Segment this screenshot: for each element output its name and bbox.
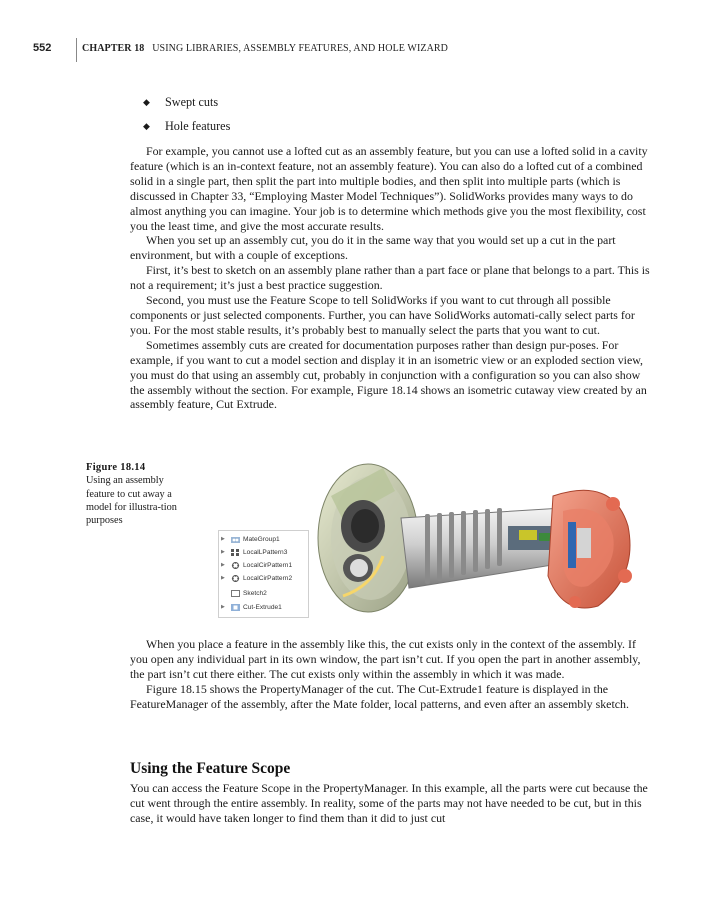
figure-label: Figure 18.14 (86, 462, 146, 473)
body-text-middle (130, 637, 652, 712)
expand-arrow-icon[interactable]: ▶ (221, 536, 225, 542)
diamond-bullet-icon: ◆ (143, 97, 150, 107)
cut-extrude-icon (231, 604, 240, 611)
header-divider (76, 38, 77, 62)
paragraph: You can access the Feature Scope in the PropertyManager. In this example, all the parts were cut because the cut went through the entire assembly. In reality, some of the parts may not have needed to be cut, but in this case, it would have taken longer to find them than it did to just cut (130, 781, 648, 825)
paragraph: When you place a feature in the assembly like this, the cut exists only in the context of the assembly. If you open any individual part in its own window, the part isn’t cut. If you open the part in another assembly, the part isn’t cut there either. The cut exists only within the assembly in which it was made. (130, 637, 641, 681)
body-text-top (130, 144, 652, 412)
linear-pattern-icon (231, 549, 240, 556)
body-text-bottom (130, 781, 652, 826)
circular-pattern-icon (231, 562, 240, 569)
cutaway-model-image (313, 456, 653, 634)
expand-arrow-icon[interactable]: ▶ (221, 549, 225, 555)
bullet-item: ◆ Swept cuts (143, 92, 230, 116)
bullet-item: ◆ Hole features (143, 116, 230, 140)
figure-caption-text: Using an assembly feature to cut away a model for illustra-tion purposes (86, 475, 177, 527)
page-number: 552 (33, 42, 52, 54)
chapter-label: CHAPTER 18 (82, 43, 145, 54)
section-heading: Using the Feature Scope (130, 760, 291, 777)
mate-folder-icon (231, 536, 240, 543)
chapter-heading (82, 43, 448, 54)
paragraph: When you set up an assembly cut, you do it in the same way that you would set up a cut in the part environment, but with a couple of exceptions. (130, 233, 616, 263)
paragraph: Second, you must use the Feature Scope to tell SolidWorks if you want to cut through all possible components or just selected components. Further, you can have SolidWorks automati-cally select parts for you. For the most stable results, it’s probably best to manually select the parts that you want to cut. (130, 293, 635, 337)
circular-pattern-icon (231, 575, 240, 582)
paragraph: For example, you cannot use a lofted cut as an assembly feature, but you can use a lofted solid in a cavity feature (which is an in-context feature, not an assembly feature). You can also do a lofted cut of a combined solid in a single part, then split the part into multiple bodies, and then split into multiple parts (which is discussed in Chapter 33, “Employing Master Model Techniques”). SolidWorks provides many ways to do almost anything you can imagine. Your job is to determine which methods give you the most flexibility, cost you the least time, and give the most accurate results. (130, 144, 648, 233)
expand-arrow-icon[interactable]: ▶ (221, 562, 225, 568)
paragraph: Sometimes assembly cuts are created for documentation purposes rather than design pur-poses. For example, if you want to cut a model section and display it in an isometric view or an exploded section view, you must do that using an assembly cut, probably in conjunction with a configuration so you can also show the assembly without the section. For example, Figure 18.14 shows an isometric cutaway view created by an assembly feature, Cut Extrude. (130, 337, 647, 412)
running-header (0, 38, 717, 62)
diamond-bullet-icon: ◆ (143, 121, 150, 131)
figure-18-14 (218, 456, 658, 634)
paragraph: Figure 18.15 shows the PropertyManager of the cut. The Cut-Extrude1 feature is displayed in the FeatureManager of the assembly, after the Mate folder, local patterns, and even after an assembly sketch. (130, 681, 629, 711)
paragraph: First, it’s best to sketch on an assembly plane rather than a part face or plane that belongs to a part. This is not a requirement; it’s just a best practice suggestion. (130, 263, 650, 293)
sketch-icon (231, 590, 240, 597)
feature-manager-tree: ▶ MateGroup1 ▶ LocalLPattern3 ▶ LocalCirPattern1 ▶ LocalCirPattern2 Sketch2 ▶ Cut-Extrude1 (218, 530, 309, 618)
chapter-title: USING LIBRARIES, ASSEMBLY FEATURES, AND HOLE WIZARD (152, 43, 449, 54)
bullet-list (143, 92, 230, 140)
figure-caption (86, 461, 191, 527)
expand-arrow-icon[interactable]: ▶ (221, 604, 225, 610)
expand-arrow-icon[interactable]: ▶ (221, 575, 225, 581)
